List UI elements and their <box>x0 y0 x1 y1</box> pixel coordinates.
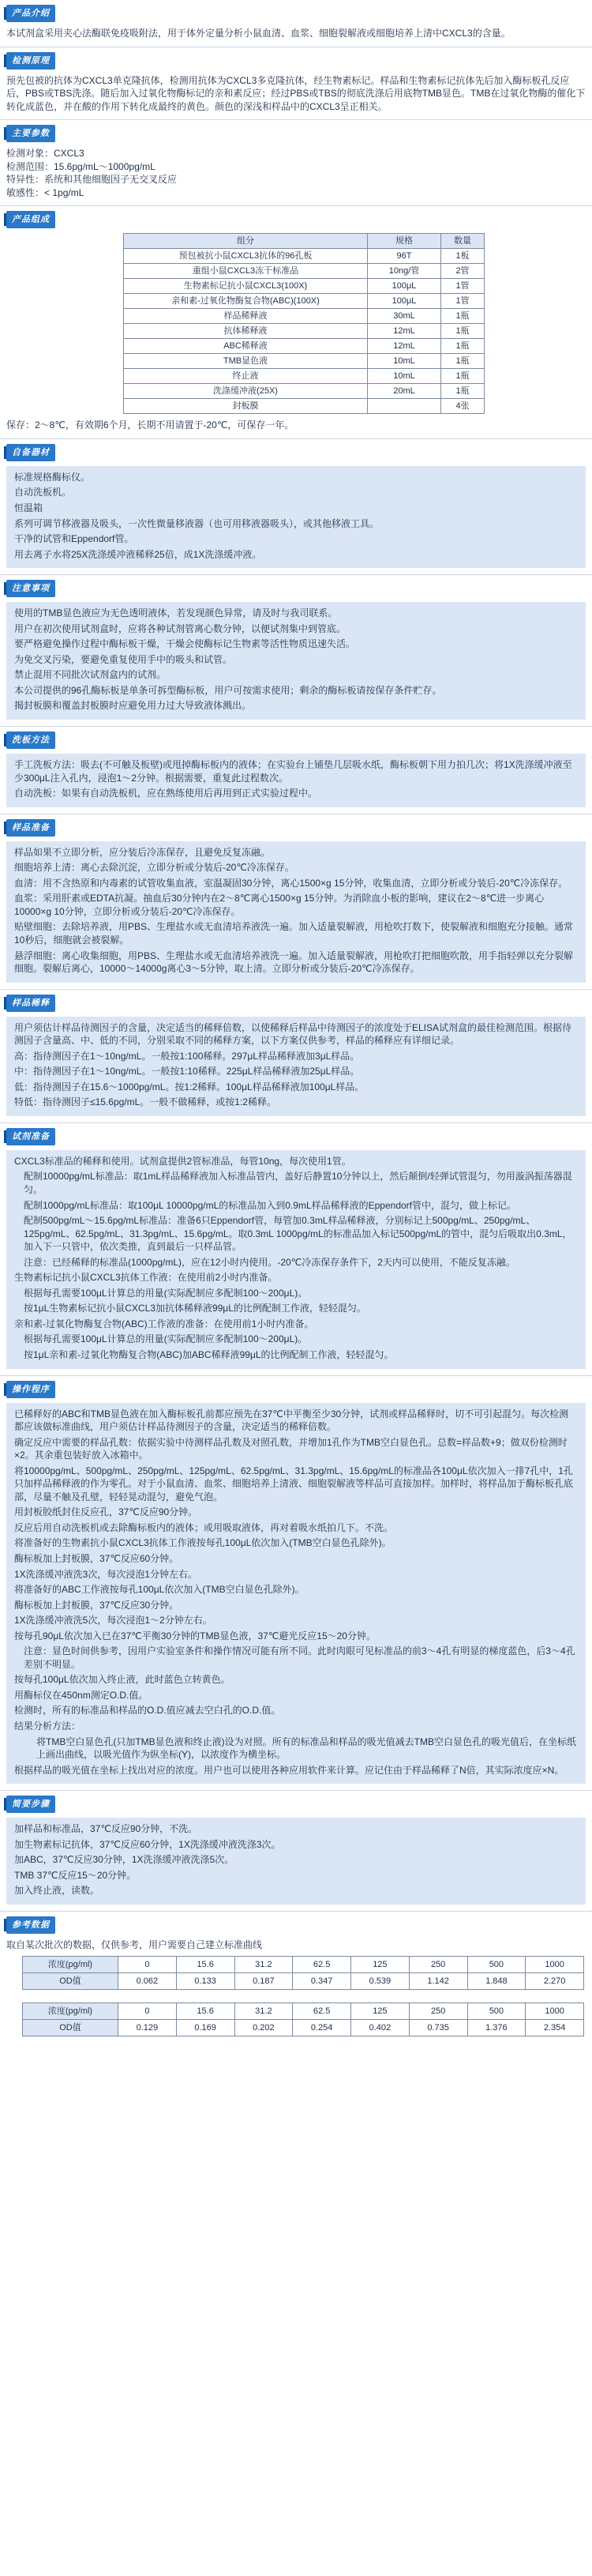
step-line: 将10000pg/mL、500pg/mL、250pg/mL、125pg/mL、62.5pg/mL、31.3pg/mL、15.6pg/mL的标准品各100μL依次加入一排7孔中，1孔只加样品稀释液的作为零孔。对于小鼠血清、血浆、细胞培养上清液、细胞裂解液等样品可直接加样。加样时，将样品加于酶标板孔底部，尽量不触及孔壁，轻轻晃动混匀，避免气泡。 <box>14 1465 574 1502</box>
equipment-line: 系列可调节移液器及吸头，一次性微量移液器（也可用移液器吸头），或其他移液工具。 <box>14 517 380 529</box>
section-header-refdata: 参考数据 <box>6 1916 55 1934</box>
step-line: 注意：显色时间供参考，因用户实验室条件和操作情况可能有所不同。此时肉眼可见标准品的前3～4孔有明显的梯度蓝色，后3～4孔差别不明显。 <box>24 1645 575 1670</box>
kit-header-component: 组分 <box>124 234 368 249</box>
note-line: 本公司提供的96孔酶标板是单条可拆型酶标板，用户可按需求使用；剩余的酶标板请按保存条件贮存。 <box>14 684 442 696</box>
kit-header-spec: 规格 <box>368 234 441 249</box>
step-line: 按每孔100μL依次加入终止液，此时蓝色立转黄色。 <box>14 1674 230 1686</box>
section-header-self: 自备器材 <box>6 444 55 461</box>
prep-line: 悬浮细胞：离心收集细胞，用PBS、生理盐水或无血清培养液洗一遍。加入适量裂解液，用枪吹打把细胞吹散，用手指轻弹以充分裂解细胞。裂解后离心，10000～14000g离心3～5分钟，取上清。立即分析或分装后-20℃冷冻保存。 <box>14 950 574 975</box>
section-header-steps: 操作程序 <box>6 1381 55 1398</box>
param-line: 检测范围：15.6pg/mL～1000pg/mL <box>6 160 155 172</box>
brief-line: TMB 37℃反应15～20分钟。 <box>14 1869 137 1881</box>
section-header-brief: 简要步骤 <box>6 1796 55 1813</box>
principle-text: 预先包被的抗体为CXCL3单克隆抗体，检测用抗体为CXCL3多克隆抗体，经生物素标记。样品和生物素标记抗体先后加入酶标板孔反应后，PBS或TBS洗涤。随后加入过氧化物酶标记的亲和素反应；经过PBS或TBS的彻底洗涤后用底物TMB显色。TMB在过氧化物酶的催化下转化成蓝色，并在酸的作用下转化成最终的黄色。颜色的深浅和样品中的CXCL3呈正相关。 <box>6 74 586 112</box>
storage-note: 保存：2～8℃，有效期6个月，长期不用请置于-20℃，可保存一年。 <box>6 419 294 431</box>
reference-table-1 <box>22 1956 584 1990</box>
brief-line: 加入终止液，读数。 <box>14 1885 100 1897</box>
dilute-line: 低：指待测因子在15.6～1000pg/mL。按1:2稀释。100μL样品稀释液加100μL样品。 <box>14 1081 365 1092</box>
reagent-line: 按1μL亲和素-过氧化物酶复合物(ABC)加ABC稀释液99μL的比例配制工作液，轻轻混匀。 <box>24 1348 394 1360</box>
prep-line: 血浆：采用肝素或EDTA抗凝。抽血后30分钟内在2～8℃离心1500×g 15分钟。为消除血小板的影响，建议在2～8℃进一步离心10000×g 10分钟，立即分析或分装后-20℃冷冻保存。 <box>14 893 545 917</box>
param-line: 检测对象：CXCL3 <box>6 148 84 160</box>
reagent-box <box>6 1150 586 1369</box>
table-row: 洗涤缓冲液(25X) 20mL 1瓶 <box>124 384 485 399</box>
table-row: 预包被抗小鼠CXCL3抗体的96孔板 96T 1板 <box>124 249 485 264</box>
step-line: 结果分析方法： <box>14 1720 81 1732</box>
reagent-line: 亲和素-过氧化物酶复合物(ABC)工作液的准备：在使用前1小时内准备。 <box>14 1318 314 1329</box>
equipment-box <box>6 466 586 568</box>
section-params <box>0 119 592 205</box>
section-intro <box>0 5 592 47</box>
prep-line: 细胞培养上清：离心去除沉淀，立即分析或分装后-20℃冷冻保存。 <box>14 862 294 874</box>
section-header-principle: 检测原理 <box>6 52 55 70</box>
prep-line: 贴壁细胞：去除培养液，用PBS、生理盐水或无血清培养液洗一遍。加入适量裂解液，用枪吹打数下，使裂解液和细胞充分接触。通常10秒后，细胞就会被裂解。 <box>14 921 574 946</box>
param-line: 特异性：系统和其他细胞因子无交叉反应 <box>6 174 178 186</box>
section-procedure <box>0 1375 592 1791</box>
step-line: 将TMB空白显色孔(只加TMB显色液和终止液)设为对照。所有的标准品和样品的吸光值减去TMB空白显色孔的吸光值后，在坐标纸上画出曲线，以吸光值作为纵坐标(Y)，以浓度作为横坐标。 <box>36 1736 576 1761</box>
dilute-line: 中：指待测因子在1～10ng/mL。一般按1:10稀释。225μL样品稀释液加25μL样品。 <box>14 1066 360 1077</box>
section-sample-dilution <box>0 989 592 1123</box>
table-row: 浓度(pg/ml) 0 15.6 31.2 62.5 125 250 500 1000 <box>23 1957 584 1973</box>
kit-header-qty: 数量 <box>441 234 485 249</box>
section-header-prep: 样品准备 <box>6 819 55 837</box>
step-line: 1X洗涤缓冲液洗3次，每次浸泡1分钟左右。 <box>14 1568 198 1580</box>
kit-table <box>123 233 485 414</box>
step-line: 用封板胶纸封住反应孔，37℃反应90分钟。 <box>14 1506 198 1518</box>
brief-line: 加样品和标准品，37℃反应90分钟，不洗。 <box>14 1823 198 1835</box>
step-line: 酶标板加上封板膜，37℃反应30分钟。 <box>14 1599 179 1611</box>
section-reference-data <box>0 1911 592 2044</box>
note-line: 要严格避免操作过程中酶标板干燥，干燥会使酶标记生物素等活性物质迅速失活。 <box>14 638 356 650</box>
dilute-line: 用户须估计样品待测因子的含量，决定适当的稀释倍数，以使稀释后样品中待测因子的浓度处于ELISA试剂盒的最佳检测范围。根据待测因子含量高、中、低的不同，分别采取不同的稀释方案，以下方案仅供参考，样品的稀释应有详细记录。 <box>14 1021 572 1047</box>
step-line: 按每孔90μL依次加入已在37℃平衡30分钟的TMB显色液，37℃避光反应15～20分钟。 <box>14 1630 376 1641</box>
intro-text: 本试剂盒采用夹心法酶联免疫吸附法，用于体外定量分析小鼠血清、血浆、细胞裂解液或细胞培养上清中CXCL3的含量。 <box>6 28 511 39</box>
note-line: 使用的TMB显色液应为无色透明液体，若发现颜色异常，请及时与我司联系。 <box>14 607 338 619</box>
step-line: 根据样品的吸光值在坐标上找出对应的浓度。用户也可以使用各种应用软件来计算。应记住由于样品稀释了N倍，其实际浓度应×N。 <box>14 1764 564 1776</box>
equipment-line: 干净的试管和Eppendorf管。 <box>14 533 134 545</box>
section-self-equipment <box>0 438 592 574</box>
section-principle <box>0 47 592 120</box>
table-row: 封板膜 4张 <box>124 399 485 414</box>
section-sample-prep <box>0 814 592 989</box>
equipment-line: 恒温箱 <box>14 502 43 514</box>
param-line: 敏感性：< 1pg/mL <box>6 186 84 198</box>
step-line: 将准备好的生物素抗小鼠CXCL3抗体工作液按每孔100μL依次加入(TMB空白显色孔除外)。 <box>14 1537 392 1549</box>
prep-line: 样品如果不立即分析，应分装后冷冻保存，且避免反复冻融。 <box>14 846 271 858</box>
brief-line: 加生物素标记抗体，37℃反应60分钟，1X洗涤缓冲液洗涤3次。 <box>14 1838 281 1850</box>
reagent-line: 配制10000pg/mL标准品：取1mL样品稀释液加入标准品管内，盖好后静置10分钟以上，然后颠倒/轻弹试管混匀，勿用漩涡振荡器混匀。 <box>24 1171 572 1195</box>
section-kit <box>0 205 592 438</box>
table-row: 亲和素-过氧化物酶复合物(ABC)(100X) 100μL 1管 <box>124 294 485 309</box>
step-line: 酶标板加上封板膜，37℃反应60分钟。 <box>14 1553 179 1564</box>
table-row: 抗体稀释液 12mL 1瓶 <box>124 324 485 339</box>
section-header-params: 主要参数 <box>6 125 55 142</box>
table-row: TMB显色液 10mL 1瓶 <box>124 354 485 369</box>
reagent-line: 根据每孔需要100μL计算总的用量(实际配制应多配制100～200μL)。 <box>24 1287 308 1299</box>
reagent-line: 配制500pg/mL～15.6pg/mL标准品：准备6只Eppendorf管，每管加0.3mL样品稀释液，分别标记上500pg/mL、250pg/mL、125pg/mL、62.5pg/mL、31.3pg/mL、15.6pg/mL。取0.3mL 1000pg/mL的标准品加入标记500pg/mL的管中，混匀后吸取出0.3mL，加入下一只管中，依次类推，直到最后一只样品管。 <box>24 1215 572 1253</box>
reagent-line: 配制1000pg/mL标准品：取100μL 10000pg/mL的标准品加入到0.9mL样品稀释液的Eppendorf管中，混匀，做上标记。 <box>24 1199 516 1211</box>
equipment-line: 标准规格酶标仪。 <box>14 471 91 483</box>
refdata-note: 取自某次批次的数据，仅供参考，用户需要自己建立标准曲线 <box>6 1939 263 1950</box>
table-row: 重组小鼠CXCL3冻干标准品 10ng/管 2管 <box>124 264 485 279</box>
section-header-intro: 产品介绍 <box>6 5 55 22</box>
reagent-line: 根据每孔需要100μL计算总的用量(实际配制应多配制100～200μL)。 <box>24 1333 308 1345</box>
wash-box <box>6 754 586 807</box>
step-line: 用酶标仪在450nm测定O.D.值。 <box>14 1689 148 1701</box>
equipment-line: 用去离子水将25X洗涤缓冲液稀释25倍，成1X洗涤缓冲液。 <box>14 548 262 560</box>
note-line: 用户在初次使用试剂盒时，应将各种试剂管离心数分钟，以便试剂集中到管底。 <box>14 622 347 634</box>
reagent-line: 注意：已经稀释的标准品(1000pg/mL)，应在12小时内使用。-20℃冷冻保存条件下，2天内可以使用，不能反复冻融。 <box>24 1256 515 1268</box>
table-row: 终止液 10mL 1瓶 <box>124 369 485 384</box>
prep-line: 血清：用不含热原和内毒素的试管收集血液，室温凝固30分钟，离心1500×g 15分钟，收集血清，立即分析或分装后-20℃冷冻保存。 <box>14 877 568 889</box>
table-row: 浓度(pg/ml) 0 15.6 31.2 62.5 125 250 500 1000 <box>23 2003 584 2020</box>
step-line: 1X洗涤缓冲液洗5次，每次浸泡1～2分钟左右。 <box>14 1615 212 1626</box>
section-header-notes: 注意事项 <box>6 580 55 597</box>
reagent-line: 按1μL生物素标记抗小鼠CXCL3加抗体稀释液99μL的比例配制工作液，轻轻混匀。 <box>24 1303 366 1314</box>
wash-line: 手工洗板方法：吸去(不可触及板壁)或甩掉酶标板内的液体；在实验台上铺垫几层吸水纸，酶标板朝下用力拍几次；将1X洗涤缓冲液至少300μL注入孔内，浸泡1～2分钟。根据需要，重复此过程数次。 <box>14 759 572 784</box>
brief-line: 加ABC，37℃反应30分钟，1X洗涤缓冲液洗涤5次。 <box>14 1854 234 1866</box>
section-wash <box>0 726 592 814</box>
section-reagent <box>0 1123 592 1375</box>
brief-box <box>6 1818 586 1905</box>
section-brief-steps <box>0 1790 592 1911</box>
note-line: 禁止混用不同批次试剂盒内的试剂。 <box>14 669 167 681</box>
table-row: OD值 0.129 0.169 0.202 0.254 0.402 0.735 1.376 2.354 <box>23 2020 584 2036</box>
step-line: 检测时，所有的标准品和样品的O.D.值应减去空白孔的O.D.值。 <box>14 1705 281 1717</box>
step-line: 将准备好的ABC工作液按每孔100μL依次加入(TMB空白显色孔除外)。 <box>14 1584 305 1596</box>
notes-box <box>6 602 586 720</box>
product-manual <box>0 5 592 2576</box>
section-header-wash: 洗板方法 <box>6 731 55 749</box>
table-row: OD值 0.062 0.133 0.187 0.347 0.539 1.142 1.848 2.270 <box>23 1973 584 1990</box>
section-header-dilute: 样品稀释 <box>6 995 55 1012</box>
table-row: 样品稀释液 30mL 1瓶 <box>124 309 485 324</box>
equipment-line: 自动洗板机。 <box>14 487 72 498</box>
note-line: 揭封板膜和覆盖封板膜时应避免用力过大导致液体溅出。 <box>14 700 252 712</box>
note-line: 为免交叉污染，要避免重复使用手中的吸头和试管。 <box>14 653 233 665</box>
table-row: ABC稀释液 12mL 1瓶 <box>124 339 485 354</box>
reagent-line: 生物素标记抗小鼠CXCL3抗体工作液：在使用前2小时内准备。 <box>14 1272 278 1284</box>
step-line: 已稀释好的ABC和TMB显色液在加入酶标板孔前都应预先在37℃中平衡至少30分钟，试剂或样品稀释时，切不可引起混匀。每次检测都应该做标准曲线，用户须估计样品待测因子的含量，决定适当的稀释倍数。 <box>14 1408 569 1433</box>
steps-box <box>6 1403 586 1784</box>
dilute-line: 高：指待测因子在1～10ng/mL。一般按1:100稀释。297μL样品稀释液加3μL样品。 <box>14 1050 360 1062</box>
section-header-kit: 产品组成 <box>6 211 55 228</box>
step-line: 确定反应中需要的样品孔数：依据实验中待测样品孔数及对照孔数，并增加1孔作为TMB空白显色孔。总数=样品数+9；做双份检测时×2。其余重包装好放入冰箱中。 <box>14 1436 568 1461</box>
wash-line: 自动洗板：如果有自动洗板机，应在熟练使用后再用到正式实验过程中。 <box>14 788 318 799</box>
dilute-box <box>6 1017 586 1116</box>
section-notes <box>0 574 592 726</box>
step-line: 反应后用自动洗板机或去除酶标板内的液体；或用吸取液体，再对着吸水纸拍几下。不洗。 <box>14 1521 394 1533</box>
reagent-line: CXCL3标准品的稀释和使用。试剂盒提供2管标准品，每管10ng，每次使用1管。 <box>14 1155 351 1167</box>
table-row: 生物素标记抗小鼠CXCL3(100X) 100μL 1管 <box>124 279 485 294</box>
reference-table-2 <box>22 2003 584 2036</box>
prep-box <box>6 841 586 983</box>
dilute-line: 特低：指待测因子≤15.6pg/mL。一般不做稀释，或按1:2稀释。 <box>14 1096 276 1108</box>
section-header-reagent: 试剂准备 <box>6 1128 55 1145</box>
